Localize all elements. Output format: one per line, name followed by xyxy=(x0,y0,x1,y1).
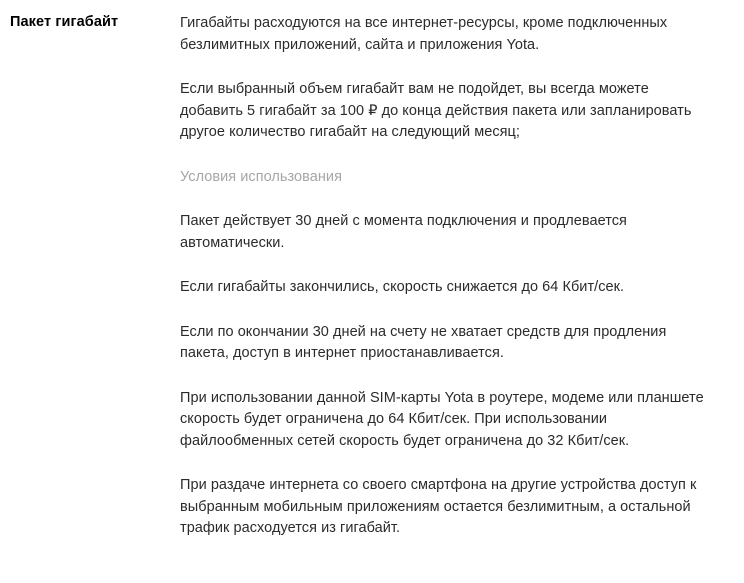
paragraph-extra-gigabytes: Если выбранный объем гигабайт вам не подойдет, вы всегда можете добавить 5 гигабайт за 100 ₽ до конца действия пакета или запланировать другое количество гигабайт на следующий месяц; xyxy=(180,81,692,140)
usage-terms-heading: Условия использования xyxy=(180,168,342,185)
term-column xyxy=(8,13,180,32)
paragraph-router-modem-tablet: При использовании данной SIM-карты Yota в роутере, модеме или планшете скорость будет ограничена до 64 Кбит/сек. При использовании файлообменных сетей скорость будет ограничена до 32 Кбит/сек. xyxy=(180,389,704,449)
paragraph-intro: Гигабайты расходуются на все интернет-ресурсы, кроме подключенных безлимитных приложений, сайта и приложения Yota. xyxy=(180,15,668,53)
description-column xyxy=(180,13,724,540)
paragraph-term-30-days: Пакет действует 30 дней с момента подключения и продлевается автоматически. xyxy=(180,213,627,251)
paragraph-tethering: При раздаче интернета со своего смартфона на другие устройства доступ к выбранным мобильным приложениям остается безлимитным, а остальной трафик расходуется из гигабайт. xyxy=(180,477,697,536)
term-title: Пакет гигабайт xyxy=(10,14,119,30)
paragraph-speed-limit-64: Если гигабайты закончились, скорость снижается до 64 Кбит/сек. xyxy=(180,279,625,295)
definition-row xyxy=(8,13,724,540)
paragraph-insufficient-funds: Если по окончании 30 дней на счету не хватает средств для продления пакета, доступ в интернет приостанавливается. xyxy=(180,323,667,361)
